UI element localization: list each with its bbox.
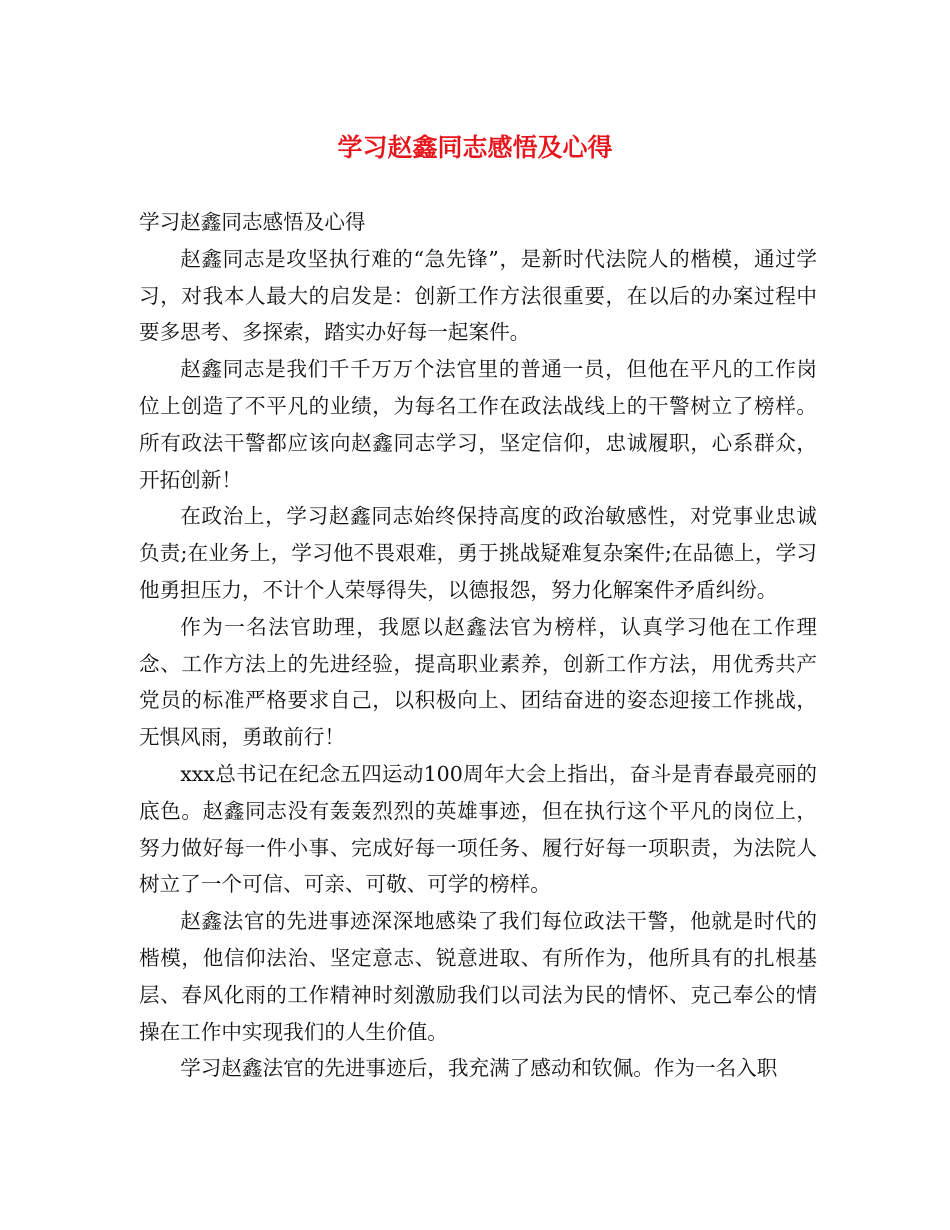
paragraph: 作为一名法官助理，我愿以赵鑫法官为榜样，认真学习他在工作理念、工作方法上的先进经验，提高职业素养，创新工作方法，用优秀共产党员的标准严格要求自己，以积极向上、团结奋进的姿态迎接工作挑战，无惧风雨，勇敢前行！ bbox=[139, 614, 817, 750]
paragraph: 赵鑫同志是我们千千万万个法官里的普通一员，但他在平凡的工作岗位上创造了不平凡的业绩，为每名工作在政法战线上的干警树立了榜样。所有政法干警都应该向赵鑫同志学习，坚定信仰，忠诚履职，心系群众，开拓创新！ bbox=[139, 357, 817, 492]
paragraph: 学习赵鑫法官的先进事迹后，我充满了感动和钦佩。作为一名入职 bbox=[180, 1056, 778, 1081]
document-title: 学习赵鑫同志感悟及心得 bbox=[337, 133, 613, 162]
paragraph: 赵鑫法官的先进事迹深深地感染了我们每位政法干警，他就是时代的楷模，他信仰法治、坚定意志、锐意进取、有所作为，他所具有的扎根基层、春风化雨的工作精神时刻激励我们以司法为民的情怀、克己奉公的情操在工作中实现我们的人生价值。 bbox=[139, 909, 817, 1044]
document-subtitle: 学习赵鑫同志感悟及心得 bbox=[139, 210, 366, 234]
paragraph: 赵鑫同志是攻坚执行难的“急先锋”，是新时代法院人的楷模，通过学习，对我本人最大的启发是：创新工作方法很重要，在以后的办案过程中要多思考、多探索，踏实办好每一起案件。 bbox=[139, 246, 817, 345]
paragraph: 在政治上，学习赵鑫同志始终保持高度的政治敏感性，对党事业忠诚负责;在业务上，学习他不畏艰难，勇于挑战疑难复杂案件;在品德上，学习他勇担压力，不计个人荣辱得失，以德报怨，努力化解案件矛盾纠纷。 bbox=[139, 504, 817, 602]
paragraph: xxx总书记在纪念五四运动100周年大会上指出，奋斗是青春最亮丽的底色。赵鑫同志没有轰轰烈烈的英雄事迹，但在执行这个平凡的岗位上，努力做好每一件小事、完成好每一项任务、履行好每一项职责，为法院人树立了一个可信、可亲、可敬、可学的榜样。 bbox=[139, 761, 817, 897]
document-body bbox=[139, 204, 817, 1087]
